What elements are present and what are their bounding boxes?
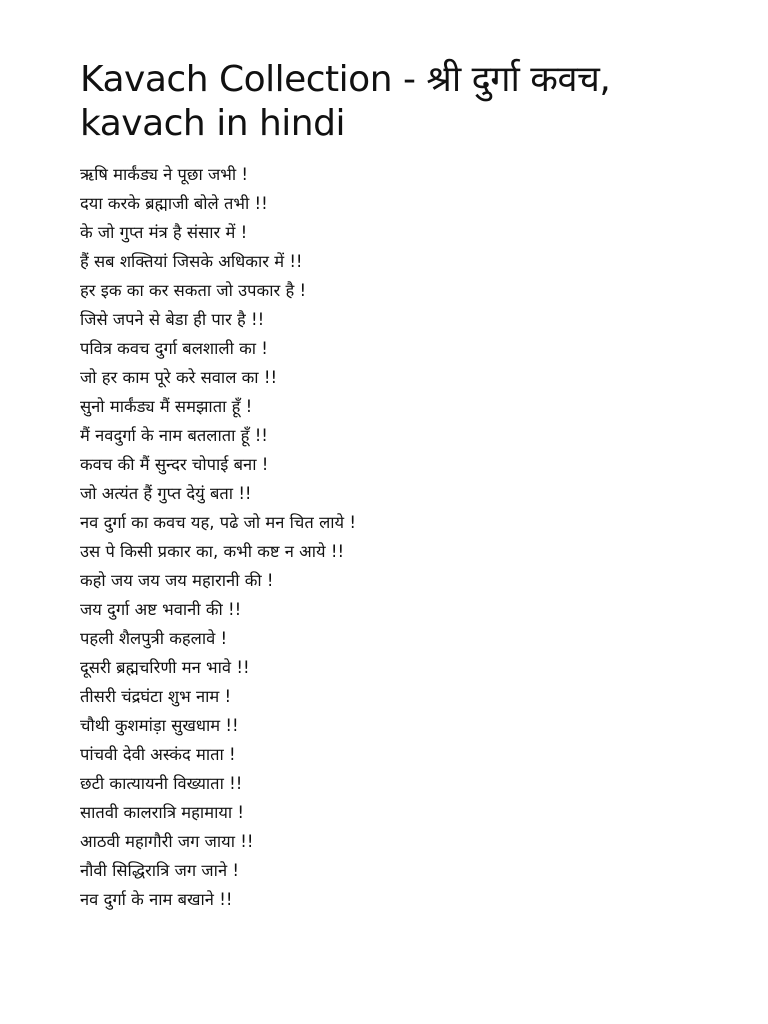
verse-line: पहली शैलपुत्री कहलावे ! xyxy=(80,629,228,648)
verse-line: हैं सब शक्तियां जिसके अधिकार में !! xyxy=(80,252,303,271)
verse-line: के जो गुप्त मंत्र है संसार में ! xyxy=(80,223,248,242)
verse-line: कहो जय जय जय महारानी की ! xyxy=(80,571,274,590)
verse-line: पवित्र कवच दुर्गा बलशाली का ! xyxy=(80,339,268,358)
verse-line: दया करके ब्रह्माजी बोले तभी !! xyxy=(80,194,268,213)
verse-list xyxy=(80,160,720,914)
verse-line: मैं नवदुर्गा के नाम बतलाता हूँ !! xyxy=(80,426,268,445)
verse-line: उस पे किसी प्रकार का, कभी कष्ट न आये !! xyxy=(80,542,345,561)
verse-line: जय दुर्गा अष्ट भवानी की !! xyxy=(80,600,242,619)
verse-line: आठवी महागौरी जग जाया !! xyxy=(80,832,254,851)
verse-line: हर इक का कर सकता जो उपकार है ! xyxy=(80,281,307,300)
verse-line: कवच की मैं सुन्दर चोपाई बना ! xyxy=(80,455,269,474)
verse-line: सुनो मार्कंड्य मैं समझाता हूँ ! xyxy=(80,397,253,416)
verse-line: चौथी कुशमांड़ा सुखधाम !! xyxy=(80,716,239,735)
page-title-line-1: Kavach Collection - श्री दुर्गा कवच, xyxy=(80,59,611,100)
document-page xyxy=(80,58,720,914)
verse-line: नव दुर्गा का कवच यह, पढे जो मन चित लाये ! xyxy=(80,513,356,532)
verse-line: जो अत्यंत हैं गुप्त देयुं बता !! xyxy=(80,484,252,503)
verse-line: नौवी सिद्धिरात्रि जग जाने ! xyxy=(80,861,239,880)
verse-line: दूसरी ब्रह्मचरिणी मन भावे !! xyxy=(80,658,250,677)
page-title-line-2: kavach in hindi xyxy=(80,103,345,144)
verse-line: जिसे जपने से बेडा ही पार है !! xyxy=(80,310,265,329)
verse-line: तीसरी चंद्रघंटा शुभ नाम ! xyxy=(80,687,232,706)
verse-line: जो हर काम पूरे करे सवाल का !! xyxy=(80,368,278,387)
verse-line: सातवी कालरात्रि महामाया ! xyxy=(80,803,245,822)
verse-line: छटी कात्यायनी विख्याता !! xyxy=(80,774,243,793)
verse-line: नव दुर्गा के नाम बखाने !! xyxy=(80,890,233,909)
verse-line: पांचवी देवी अस्कंद माता ! xyxy=(80,745,236,764)
page-title xyxy=(80,58,720,146)
verse-line: ऋषि मार्कंड्य ने पूछा जभी ! xyxy=(80,165,248,184)
